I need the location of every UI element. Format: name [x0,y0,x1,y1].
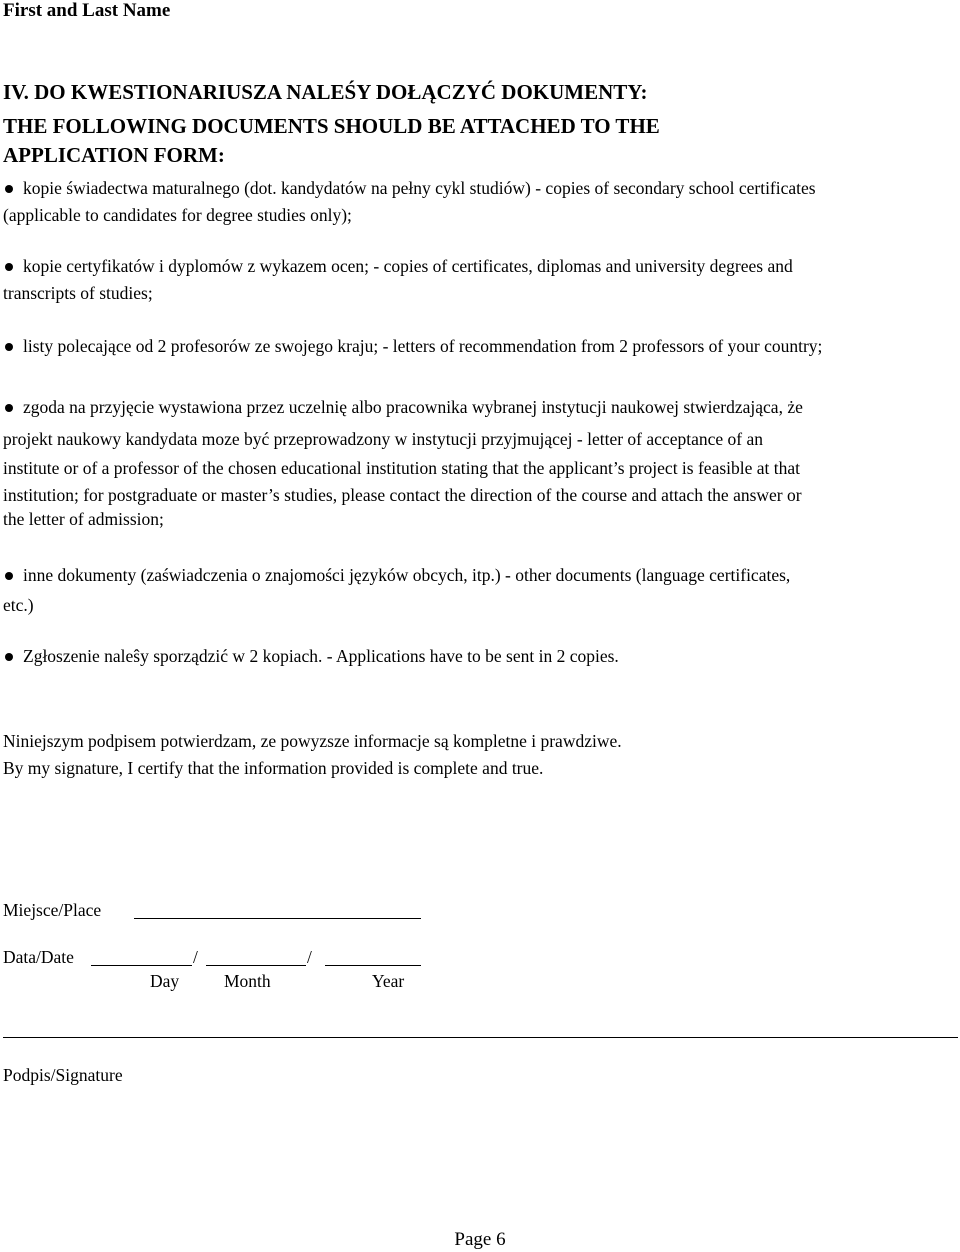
place-label: Miejsce/Place [3,900,102,920]
list-item-text: kopie świadectwa maturalnego (dot. kandydatów na pełny cykl studiów) - copies of secondary school certificates [23,178,816,198]
place-input-line[interactable] [134,918,421,919]
list-item [3,253,953,307]
list-item-text: projekt naukowy kandydata moze być przeprowadzony w instytucji przyjmującej - letter of acceptance of an [3,429,763,449]
signature-line[interactable] [3,1037,958,1038]
date-separator: / [307,947,312,967]
list-item-text: kopie certyfikatów i dyplomów z wykazem ocen; - copies of certificates, diplomas and university degrees and [23,256,793,276]
list-item-text: inne dokumenty (zaświadczenia o znajomości języków obcych, itp.) - other documents (language certificates, [23,565,791,585]
section-title-english-line2: APPLICATION FORM: [3,143,225,167]
certification-english: By my signature, I certify that the information provided is complete and true. [3,758,544,778]
list-item-text: (applicable to candidates for degree studies only); [3,205,352,225]
list-item-text: zgoda na przyjęcie wystawiona przez uczelnię albo pracownika wybranej instytucji naukowej stwierdzająca, że [23,397,803,417]
list-item-text: institute or of a professor of the chosen educational institution stating that the applicant’s project is feasible at that [3,458,801,478]
list-item [3,643,953,670]
list-item [3,393,953,531]
list-item [3,333,953,360]
section-title-polish: IV. DO KWESTIONARIUSZA NALEŚY DOŁĄCZYĆ DOKUMENTY: [3,80,648,104]
year-input-line[interactable] [325,965,421,966]
list-item [3,560,953,620]
section-title-english-line1: THE FOLLOWING DOCUMENTS SHOULD BE ATTACHED TO THE [3,114,660,138]
bullet-icon [5,263,13,271]
list-item-text: listy polecające od 2 profesorów ze swojego kraju; - letters of recommendation from 2 professors of your country; [23,336,823,356]
day-input-line[interactable] [91,965,192,966]
list-item-text: institution; for postgraduate or master’s studies, please contact the direction of the course and attach the answer or [3,485,802,505]
list-item [3,175,953,229]
date-label: Data/Date [3,947,74,967]
year-caption: Year [372,971,405,991]
list-item-text: the letter of admission; [3,509,164,529]
month-input-line[interactable] [206,965,306,966]
bullet-icon [5,343,13,351]
month-caption: Month [224,971,271,991]
bullet-icon [5,653,13,661]
date-separator: / [193,947,198,967]
page-number: Page 6 [454,1229,506,1250]
bullet-icon [5,572,13,580]
bullet-icon [5,185,13,193]
day-caption: Day [150,971,180,991]
list-item-text: transcripts of studies; [3,283,153,303]
signature-label: Podpis/Signature [3,1065,123,1085]
name-field-label: First and Last Name [3,0,171,21]
list-item-text: Zgłoszenie naleŝy sporządzić w 2 kopiach. - Applications have to be sent in 2 copies. [23,646,619,666]
bullet-icon [5,404,13,412]
certification-polish: Niniejszym podpisem potwierdzam, ze powyzsze informacje są kompletne i prawdziwe. [3,731,622,751]
list-item-text: etc.) [3,595,34,615]
